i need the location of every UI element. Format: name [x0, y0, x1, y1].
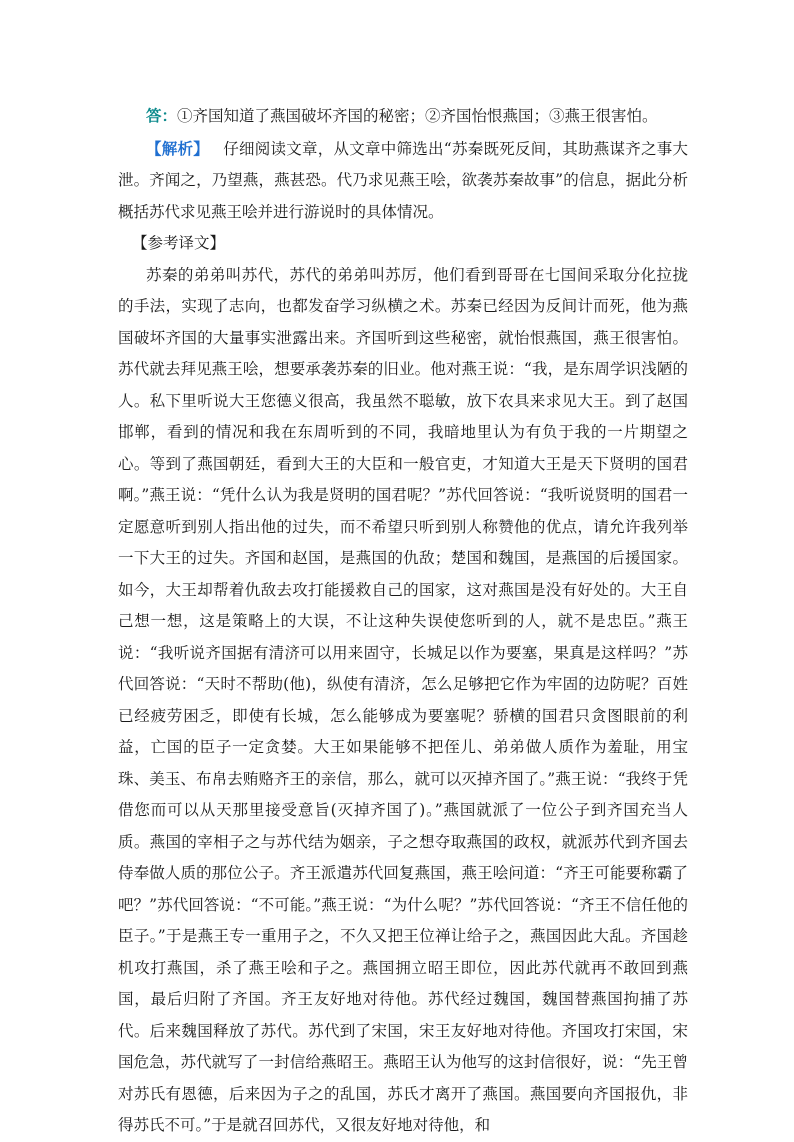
answer-label: 答： — [146, 106, 178, 125]
document-page — [118, 100, 688, 1142]
analysis-text: 仔细阅读文章，从文章中筛选出“苏秦既死反间，其助燕谋齐之事大泄。齐闻之，乃望燕，燕甚恐。代乃求见燕王哙，欲袭苏秦故事”的信息，据此分析概括苏代求见燕王哙并进行游说时的具体情况。 — [118, 139, 688, 221]
translation-heading: 【参考译文】 — [132, 234, 226, 252]
analysis-paragraph — [118, 133, 688, 229]
answer-text: ①齐国知道了燕国破坏齐国的秘密；②齐国怡恨燕国；③燕王很害怕。 — [177, 107, 658, 125]
analysis-label: 【解析】 — [146, 138, 210, 158]
translation-body: 苏秦的弟弟叫苏代，苏代的弟弟叫苏厉，他们看到哥哥在七国间采取分化拉拢的手法，实现了志向，也都发奋学习纵横之术。苏秦已经因为反间计而死，他为燕国破坏齐国的大量事实泄露出来。齐国听到这些秘密，就怡恨燕国，燕王很害怕。苏代就去拜见燕王哙，想要承袭苏秦的旧业。他对燕王说：“我，是东周学识浅陋的人。私下里听说大王您德义很高，我虽然不聪敏，放下农具来求见大王。到了赵国邯郸，看到的情况和我在东周听到的不同，我暗地里认为有负于我的一片期望之心。等到了燕国朝廷，看到大王的大臣和一般官吏，才知道大王是天下贤明的国君啊。”燕王说：“凭什么认为我是贤明的国君呢？”苏代回答说：“我听说贤明的国君一定愿意听到别人指出他的过失，而不希望只听到别人称赞他的优点，请允许我列举一下大王的过失。齐国和赵国，是燕国的仇敌；楚国和魏国，是燕国的后援国家。如今，大王却帮着仇敌去攻打能援救自己的国家，这对燕国是没有好处的。大王自己想一想，这是策略上的大误，不让这种失误使您听到的人，就不是忠臣。”燕王说：“我听说齐国据有清济可以用来固守，长城足以作为要塞，果真是这样吗？”苏代回答说：“天时不帮助(他)，纵使有清济，怎么足够把它作为牢固的边防呢？百姓已经疲劳困乏，即使有长城，怎么能够成为要塞呢？骄横的国君只贪图眼前的利益，亡国的臣子一定贪婪。大王如果能够不把侄儿、弟弟做人质作为羞耻，用宝珠、美玉、布帛去贿赂齐王的亲信，那么，就可以灭掉齐国了。”燕王说：“我终于凭借您而可以从天那里接受意旨(灭掉齐国了)。”燕国就派了一位公子到齐国充当人质。燕国的宰相子之与苏代结为姻亲，子之想夺取燕国的政权，就派苏代到齐国去侍奉做人质的那位公子。齐王派遣苏代回复燕国，燕王哙问道：“齐王可能要称霸了吧？”苏代回答说：“不可能。”燕王说：“为什么呢？”苏代回答说：“齐王不信任他的臣子。”于是燕王专一重用子之，不久又把王位禅让给子之，燕国因此大乱。齐国趁机攻打燕国，杀了燕王哙和子之。燕国拥立昭王即位，因此苏代就再不敢回到燕国，最后归附了齐国。齐王友好地对待他。苏代经过魏国，魏国替燕国拘捕了苏代。后来魏国释放了苏代。苏代到了宋国，宋王友好地对待他。齐国攻打宋国，宋国危急，苏代就写了一封信给燕昭王。燕昭王认为他写的这封信很好，说：“先王曾对苏氏有恩德，后来因为子之的乱国，苏氏才离开了燕国。燕国要向齐国报仇，非得苏氏不可。”于是就召回苏代，又很友好地对待他，和 — [118, 265, 688, 1134]
answer-paragraph — [118, 100, 688, 133]
